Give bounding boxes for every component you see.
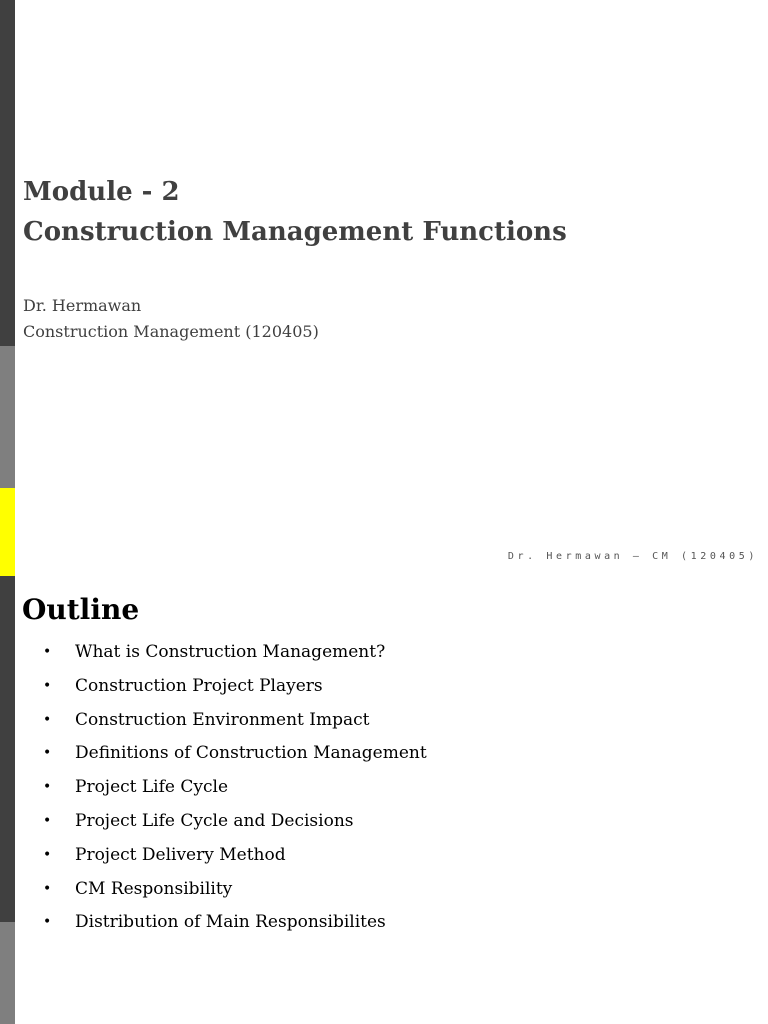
list-item (43, 839, 427, 873)
list-item-text: Definitions of Construction Management (75, 743, 427, 764)
list-item-text: Project Life Cycle (75, 777, 228, 798)
bullet-icon: • (43, 846, 52, 863)
bullet-icon: • (43, 812, 52, 829)
left-accent-bar-yellow (0, 488, 15, 576)
list-item (43, 670, 427, 704)
left-accent-bar-gray (0, 346, 15, 488)
list-item (43, 737, 427, 771)
bullet-icon: • (43, 914, 52, 931)
list-item-text: Project Delivery Method (75, 844, 286, 865)
bullet-icon: • (43, 644, 52, 660)
course-name: Construction Management (120405) (23, 322, 319, 341)
list-item (43, 906, 427, 940)
bullet-icon: • (43, 779, 52, 796)
list-item-text: Construction Environment Impact (75, 709, 370, 730)
slide-title-module: Module - 2 (23, 177, 180, 207)
list-item-text: CM Responsibility (75, 878, 233, 899)
list-item-text: Construction Project Players (75, 675, 323, 696)
list-item (43, 805, 427, 839)
list-item (43, 636, 427, 670)
slide-title (23, 172, 567, 252)
bullet-icon: • (43, 745, 52, 762)
list-item (43, 704, 427, 738)
list-item-text: What is Construction Management? (75, 642, 386, 662)
slide-subtitle (23, 293, 319, 345)
bullet-icon: • (43, 880, 52, 897)
bullet-icon: • (43, 677, 52, 694)
slide-footer: Dr. Hermawan – CM (120405) (507, 551, 758, 562)
left-accent-bar-gray-lower (0, 922, 15, 1024)
bullet-icon: • (43, 711, 52, 728)
list-item (43, 873, 427, 907)
left-accent-bar-dark (0, 0, 15, 346)
list-item (43, 771, 427, 805)
left-accent-bar-dark-lower (0, 576, 15, 922)
outline-title: Outline (22, 593, 140, 626)
outline-list (43, 636, 427, 940)
slide-title-topic: Construction Management Functions (23, 217, 567, 247)
author-name: Dr. Hermawan (23, 296, 142, 315)
list-item-text: Distribution of Main Responsibilites (75, 912, 386, 933)
list-item-text: Project Life Cycle and Decisions (75, 810, 354, 831)
